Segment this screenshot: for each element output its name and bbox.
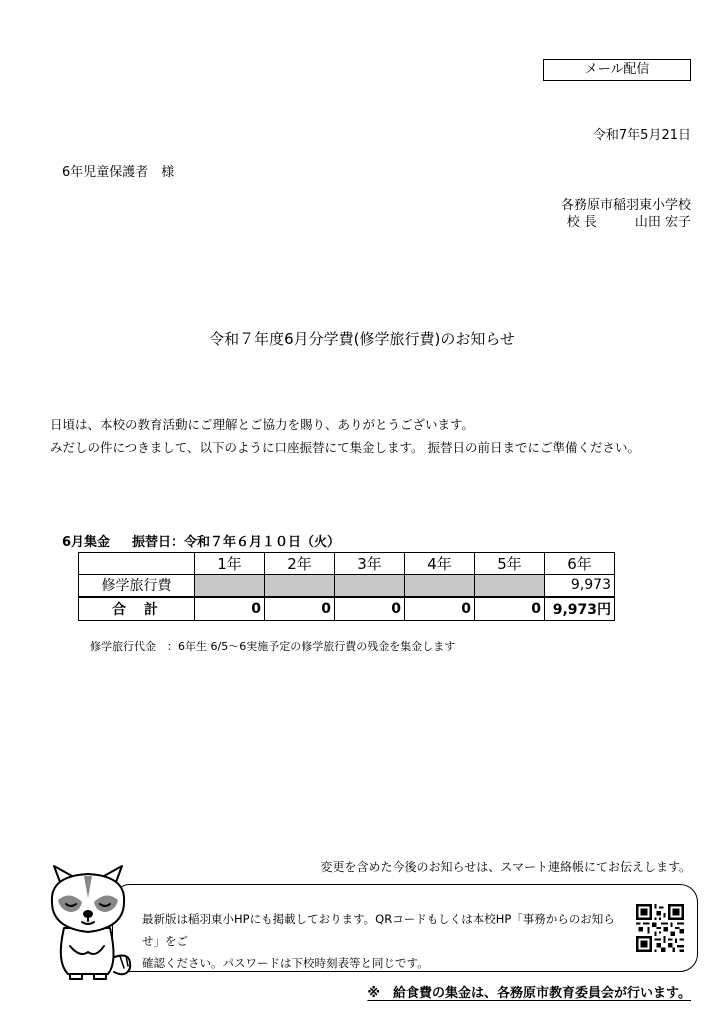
table-cell (335, 575, 405, 597)
total-cell: 0 (475, 597, 545, 621)
info-text (142, 908, 624, 974)
document-title: 令和７年度6月分学費(修学旅行費)のお知らせ (209, 330, 515, 348)
footer-note: ※ 給食費の集金は、各務原市教育委員会が行います。 (367, 986, 691, 1001)
fee-note: 修学旅行代金 ：6年生 6/5～6実施予定の修学旅行費の残金を集金します (90, 640, 456, 653)
table-header-row (79, 553, 615, 575)
total-cell: 0 (405, 597, 475, 621)
raccoon-mascot-icon (40, 862, 136, 982)
grade-header: 5年 (475, 553, 545, 575)
grade-header: 3年 (335, 553, 405, 575)
row-label: 修学旅行費 (79, 575, 195, 597)
grade-header: 2年 (265, 553, 335, 575)
total-cell: 0 (195, 597, 265, 621)
total-cell: 0 (335, 597, 405, 621)
principal-title: 校 長 (566, 215, 597, 230)
delivery-method-badge: メール配信 (543, 59, 691, 81)
table-row (79, 575, 615, 597)
principal-line (561, 214, 691, 231)
table-cell (195, 575, 265, 597)
transfer-date: 振替日：令和７年６月１０日（火） (132, 535, 341, 550)
issue-date: 令和7年5月21日 (592, 128, 691, 143)
fee-table (78, 552, 615, 621)
school-name: 各務原市稲羽東小学校 (560, 198, 691, 213)
principal-name: 山田 宏子 (634, 215, 691, 230)
sender-block (561, 197, 691, 231)
body-text (50, 413, 640, 459)
grade-header: 1年 (195, 553, 265, 575)
table-cell (265, 575, 335, 597)
grade-header: 4年 (405, 553, 475, 575)
total-cell: 9,973円 (545, 597, 615, 621)
qr-code-icon[interactable] (636, 904, 684, 952)
collection-heading (62, 531, 340, 550)
table-cell (405, 575, 475, 597)
total-row (79, 597, 615, 621)
collection-label: 6月集金 (62, 535, 111, 550)
body-line-1: 日頃は、本校の教育活動にご理解とご協力を賜り、ありがとうございます。 (50, 417, 475, 432)
total-cell: 0 (265, 597, 335, 621)
table-cell (475, 575, 545, 597)
info-line-1: 最新版は稲羽東小HPにも掲載しております。QRコードもしくは本校HP「事務からのお知らせ」をご (142, 912, 615, 948)
notice-text: 変更を含めた今後のお知らせは、スマート連絡帳にてお伝えします。 (320, 860, 691, 874)
header-blank (79, 553, 195, 575)
total-label: 合計 (79, 597, 195, 621)
info-line-2: 確認ください。パスワードは下校時刻表等と同じです。 (142, 956, 429, 970)
grade-header: 6年 (545, 553, 615, 575)
table-cell: 9,973 (545, 575, 615, 597)
body-line-2: みだしの件につきまして、以下のように口座振替にて集金します。 振替日の前日までにご準備ください。 (50, 440, 640, 455)
recipient: 6年児童保護者 様 (62, 165, 175, 180)
